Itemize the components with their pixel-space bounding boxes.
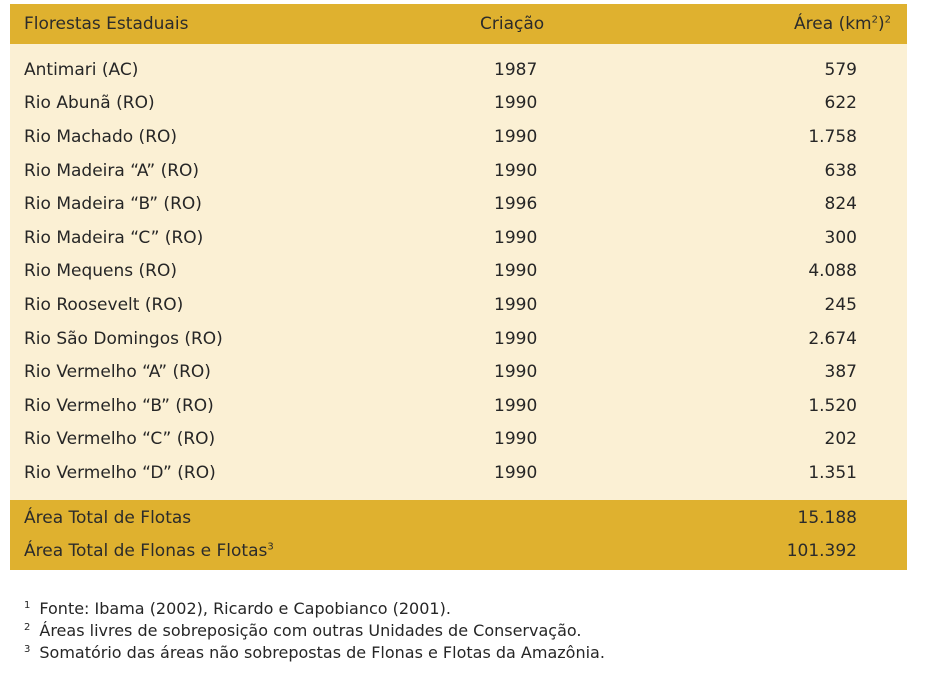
header-year: Criação [480,14,545,34]
cell-area: 824 [824,194,857,215]
cell-year: 1990 [494,362,538,383]
header-name: Florestas Estaduais [24,14,189,34]
totals-section [10,500,907,570]
cell-year: 1990 [494,126,538,147]
total-row-flonas-flotas [10,535,907,568]
footnote [24,642,605,664]
cell-year: 1990 [494,261,538,282]
cell-name: Rio Vermelho “D” (RO) [24,462,216,483]
table-body [10,44,907,500]
table-row [10,389,907,423]
cell-area: 1.520 [808,395,857,416]
table-row [10,120,907,154]
cell-name: Rio Roosevelt (RO) [24,294,184,315]
footnote-text: Áreas livres de sobreposição com outras Unidades de Conservação. [39,621,582,640]
cell-name: Rio São Domingos (RO) [24,328,223,349]
footnote-number: 2 [24,621,31,633]
total-row-flotas [10,502,907,535]
cell-area: 579 [824,59,857,80]
total-value: 101.392 [786,541,857,562]
cell-name: Rio Madeira “C” (RO) [24,227,204,248]
table-row [10,221,907,255]
cell-year: 1990 [494,227,538,248]
table-row [10,87,907,121]
footnote [24,598,605,620]
cell-name: Antimari (AC) [24,59,139,80]
total-label: Área Total de Flotas [24,508,192,529]
cell-name: Rio Vermelho “B” (RO) [24,395,214,416]
cell-area: 300 [824,227,857,248]
cell-area: 4.088 [808,261,857,282]
total-label: Área Total de Flonas e Flotas$^3$ [24,541,274,562]
cell-year: 1990 [494,294,538,315]
total-value: 15.188 [797,508,857,529]
footnote-text: Fonte: Ibama (2002), Ricardo e Capobianco (2001). [39,599,451,618]
cell-year: 1990 [494,429,538,450]
cell-name: Rio Madeira “B” (RO) [24,194,202,215]
table-row [10,154,907,188]
footnote [24,620,605,642]
cell-year: 1990 [494,395,538,416]
cell-area: 202 [824,429,857,450]
table-row [10,53,907,87]
table-header [10,4,907,44]
forests-table [10,4,907,570]
cell-name: Rio Mequens (RO) [24,261,177,282]
table-row [10,187,907,221]
cell-year: 1990 [494,462,538,483]
footnote-text: Somatório das áreas não sobrepostas de Flonas e Flotas da Amazônia. [39,643,605,662]
cell-area: 2.674 [808,328,857,349]
cell-year: 1996 [494,194,538,215]
cell-year: 1987 [494,59,538,80]
footnotes [24,598,605,664]
table-row [10,255,907,289]
cell-area: 622 [824,93,857,114]
cell-year: 1990 [494,160,538,181]
cell-area: 245 [824,294,857,315]
table-row [10,288,907,322]
cell-name: Rio Vermelho “C” (RO) [24,429,216,450]
cell-name: Rio Abunã (RO) [24,93,155,114]
cell-area: 638 [824,160,857,181]
table-row [10,456,907,490]
table-row [10,355,907,389]
cell-name: Rio Machado (RO) [24,126,178,147]
cell-name: Rio Madeira “A” (RO) [24,160,200,181]
cell-name: Rio Vermelho “A” (RO) [24,362,211,383]
footnote-number: 1 [24,599,31,611]
cell-year: 1990 [494,328,538,349]
cell-year: 1990 [494,93,538,114]
table-row [10,322,907,356]
cell-area: 1.758 [808,126,857,147]
cell-area: 387 [824,362,857,383]
footnote-number: 3 [24,643,31,655]
table-row [10,423,907,457]
header-area: Área $(km^2)^2$ [794,14,891,34]
cell-area: 1.351 [808,462,857,483]
